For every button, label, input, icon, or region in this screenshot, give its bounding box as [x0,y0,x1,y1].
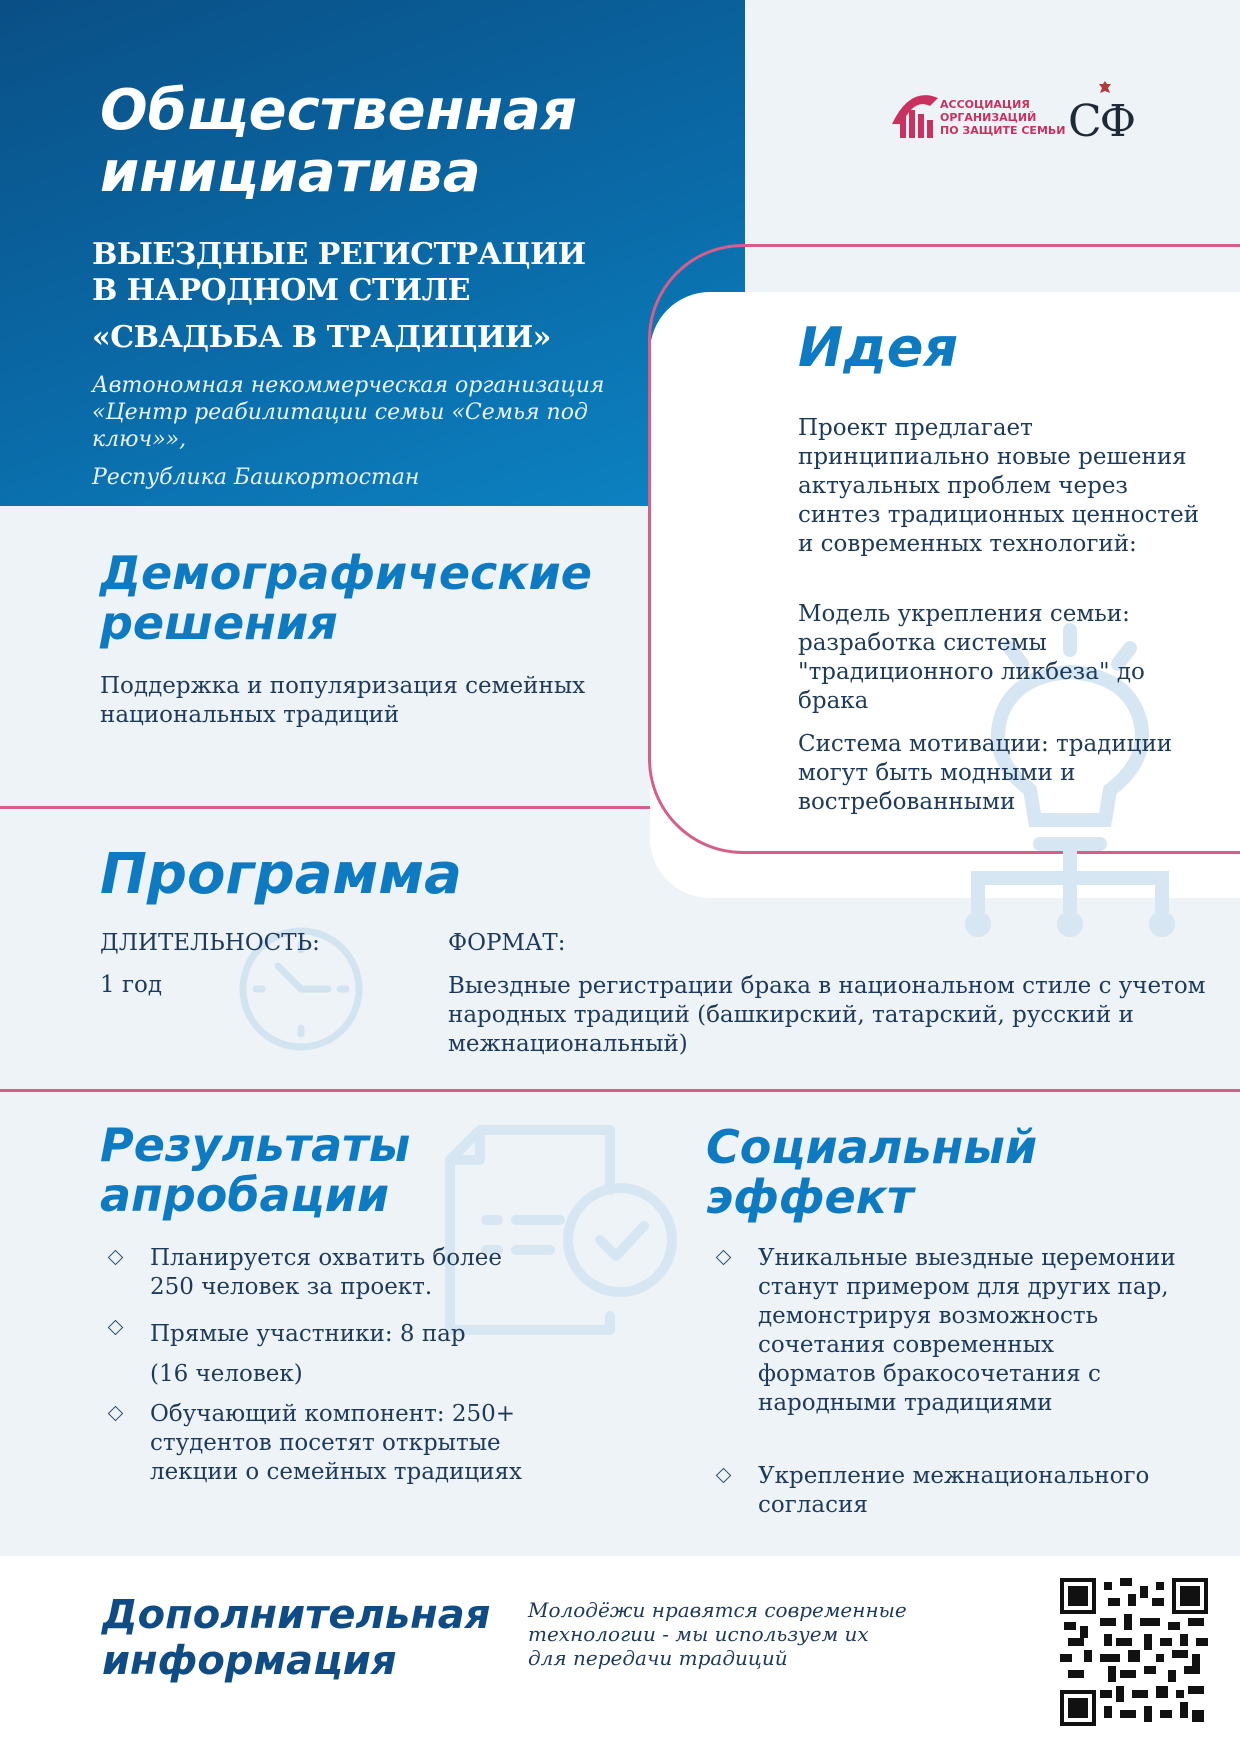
section-divider [0,1089,1240,1092]
qr-code-icon[interactable] [1060,1578,1208,1726]
program-title: Программа [100,842,462,907]
organization-name: Автономная некоммерческая организация «Центр реабилитации семьи «Семья под ключ»», [92,373,605,452]
footer-text: Молодёжи нравятся современные технологии - мы используем их для передачи традиций [528,1598,907,1670]
footer-title: Дополнительная информация [102,1592,491,1684]
social-item: Уникальные выездные церемонии станут примером для других пар, демонстрируя возможность сочетания современных форматов бракосочетания с народными традициями [758,1245,1176,1416]
project-subtitle: ВЫЕЗДНЫЕ РЕГИСТРАЦИИ В НАРОДНОМ СТИЛЕ [92,237,586,308]
results-item: Обучающий компонент: 250+ студентов посетят открытые лекции о семейных традициях [150,1401,523,1485]
document-check-icon [440,1120,680,1340]
page-title: Общественная инициатива [100,78,577,205]
results-title: Результаты апробации [100,1118,411,1222]
idea-paragraph: Модель укрепления семьи: разработка системы "традиционного ликбеза" до брака [798,601,1145,714]
association-logo-text: АССОЦИАЦИЯ ОРГАНИЗАЦИЙ ПО ЗАЩИТЕ СЕМЬИ [940,98,1066,137]
demographics-text: Поддержка и популяризация семейных национальных традиций [100,673,586,728]
demographics-title: Демографические решения [100,546,592,650]
section-divider [0,806,650,809]
project-name: «СВАДЬБА В ТРАДИЦИИ» [92,320,551,355]
diamond-bullet-icon [716,1468,732,1484]
federation-council-logo: СФ [1068,96,1135,147]
duration-label: ДЛИТЕЛЬНОСТЬ: [100,930,320,956]
social-effect-title: Социальный эффект [706,1120,1038,1224]
social-item: Укрепление межнационального согласия [758,1463,1150,1518]
diamond-bullet-icon [108,1320,124,1336]
format-value: Выездные регистрации брака в национальном стиле с учетом народных традиций (башкирский, татарский, русский и межнациональный) [448,973,1206,1057]
idea-paragraph: Система мотивации: традиции могут быть модными и востребованными [798,731,1173,815]
diamond-bullet-icon [716,1250,732,1266]
results-item: Прямые участники: 8 пар (16 человек) [150,1321,466,1387]
idea-paragraph: Проект предлагает принципиально новые решения актуальных проблем через синтез традиционных ценностей и современных технологий: [798,415,1200,557]
idea-title: Идея [798,316,959,379]
diamond-bullet-icon [108,1250,124,1266]
duration-value: 1 год [100,972,163,998]
format-label: ФОРМАТ: [448,930,566,956]
region-name: Республика Башкортостан [92,465,420,490]
diamond-bullet-icon [108,1406,124,1422]
results-item: Планируется охватить более 250 человек за проект. [150,1245,502,1300]
